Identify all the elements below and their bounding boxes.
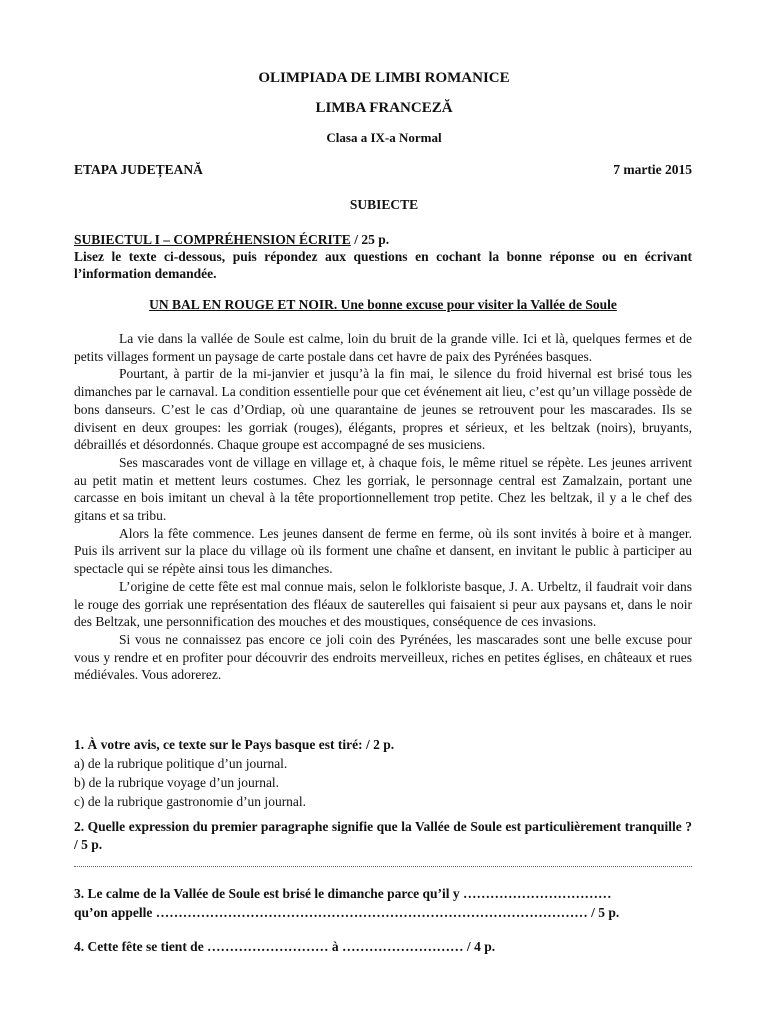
- article-paragraph: Alors la fête commence. Les jeunes dansent de ferme en ferme, où ils sont invités à boire et à manger. Puis ils arrivent sur la place du village où ils forment une chaîne et dansent, en invitant le public à participer au spectacle qui se répète ainsi tous les dimanches.: [74, 525, 692, 577]
- article-body: [74, 330, 692, 684]
- question-1-option-b[interactable]: b) de la rubrique voyage d’un journal.: [74, 775, 280, 790]
- section-1: [74, 232, 692, 282]
- section-points: / 25 p.: [350, 232, 390, 247]
- article-paragraph: Ses mascarades vont de village en village et, à chaque fois, le même rituel se répète. Les jeunes arrivent au petit matin et mettent leurs costumes. Chez les gorriak, le personnage central est Zamalzain, portant une carcasse en bois imitant un cheval à la tête proportionnellement trop petite. Chez les beltzak, il y a le chef des gitans et sa tribu.: [74, 454, 692, 524]
- question-4: [74, 937, 692, 956]
- question-2: [74, 818, 692, 867]
- article-paragraph: Si vous ne connaissez pas encore ce joli coin des Pyrénées, les mascarades sont une belle excuse pour vous y rendre et en profiter pour découvrir des endroits merveilleux, riches en petites églises, en châteaux et rues médiévales. Vous adorerez.: [74, 631, 692, 683]
- question-3-line-1[interactable]: 3. Le calme de la Vallée de Soule est brisé le dimanche parce qu’il y ……………………………: [74, 886, 612, 901]
- article-paragraph: Pourtant, à partir de la mi-janvier et jusqu’à la fin mai, le silence du froid hivernal est brisé tous les dimanches par le carnaval. La condition essentielle pour que cet événement ait lieu, c’est qu’un village possède de bons danseurs. C’est le cas d’Ordiap, où une quarantaine de jeunes se retrouvent pour les mascarades. Ils se divisent en deux groupes: les gorriak (rouges), élégants, propres et sérieux, et les beltzak (noirs), bruyants, débraillés et désordonnés. Chaque groupe est accompagné de ses musiciens.: [74, 366, 692, 453]
- question-1-option-a[interactable]: a) de la rubrique politique d’un journal.: [74, 756, 288, 771]
- subjects-title: SUBIECTE: [349, 197, 419, 212]
- question-1-option-c[interactable]: c) de la rubrique gastronomie d’un journal.: [74, 794, 307, 809]
- class-title: Clasa a IX-a Normal: [326, 130, 442, 145]
- question-1-text: 1. À votre avis, ce texte sur le Pays basque est tiré: / 2 p.: [74, 737, 395, 752]
- section-instruction: Lisez le texte ci-dessous, puis répondez aux questions en cochant la bonne réponse ou en écrivant l’information demandée.: [74, 249, 692, 281]
- question-3: [74, 884, 692, 922]
- question-3-line-2[interactable]: qu’on appelle …………………………………………………………………………………… / 5 p.: [74, 905, 620, 920]
- question-2-text: 2. Quelle expression du premier paragraphe signifie que la Vallée de Soule est particulièrement tranquille ? / 5 p.: [74, 819, 692, 852]
- section-heading-text: SUBIECTUL I – COMPRÉHENSION ÉCRITE: [74, 232, 351, 247]
- article-paragraph: La vie dans la vallée de Soule est calme, loin du bruit de la grande ville. Ici et là, quelques fermes et de petits villages forment un paysage de carte postale dans cet havre de paix des Pyrénées basques.: [74, 331, 692, 364]
- question-4-text[interactable]: 4. Cette fête se tient de ……………………… à ……………………… / 4 p.: [74, 939, 496, 954]
- olympiad-title: OLIMPIADA DE LIMBI ROMANICE: [258, 70, 510, 86]
- article-title: UN BAL EN ROUGE ET NOIR. Une bonne excuse pour visiter la Vallée de Soule: [149, 297, 617, 312]
- exam-date: 7 martie 2015: [613, 162, 692, 177]
- question-2-answer-line[interactable]: [74, 856, 692, 867]
- language-title: LIMBA FRANCEZĂ: [315, 100, 453, 116]
- article-paragraph: L’origine de cette fête est mal connue mais, selon le folkloriste basque, J. A. Urbeltz, il faudrait voir dans le rouge des gorriak une représentation des fléaux de sauterelles qui faisaient si peur aux paysans et, dans le noir des Beltzak, une personnification des mouches et des moustiques, conséquence de ces invasions.: [74, 578, 692, 630]
- stage-label: ETAPA JUDEȚEANĂ: [74, 162, 203, 177]
- stage-row: [74, 162, 692, 178]
- question-1: [74, 735, 692, 811]
- section-heading: [74, 232, 692, 248]
